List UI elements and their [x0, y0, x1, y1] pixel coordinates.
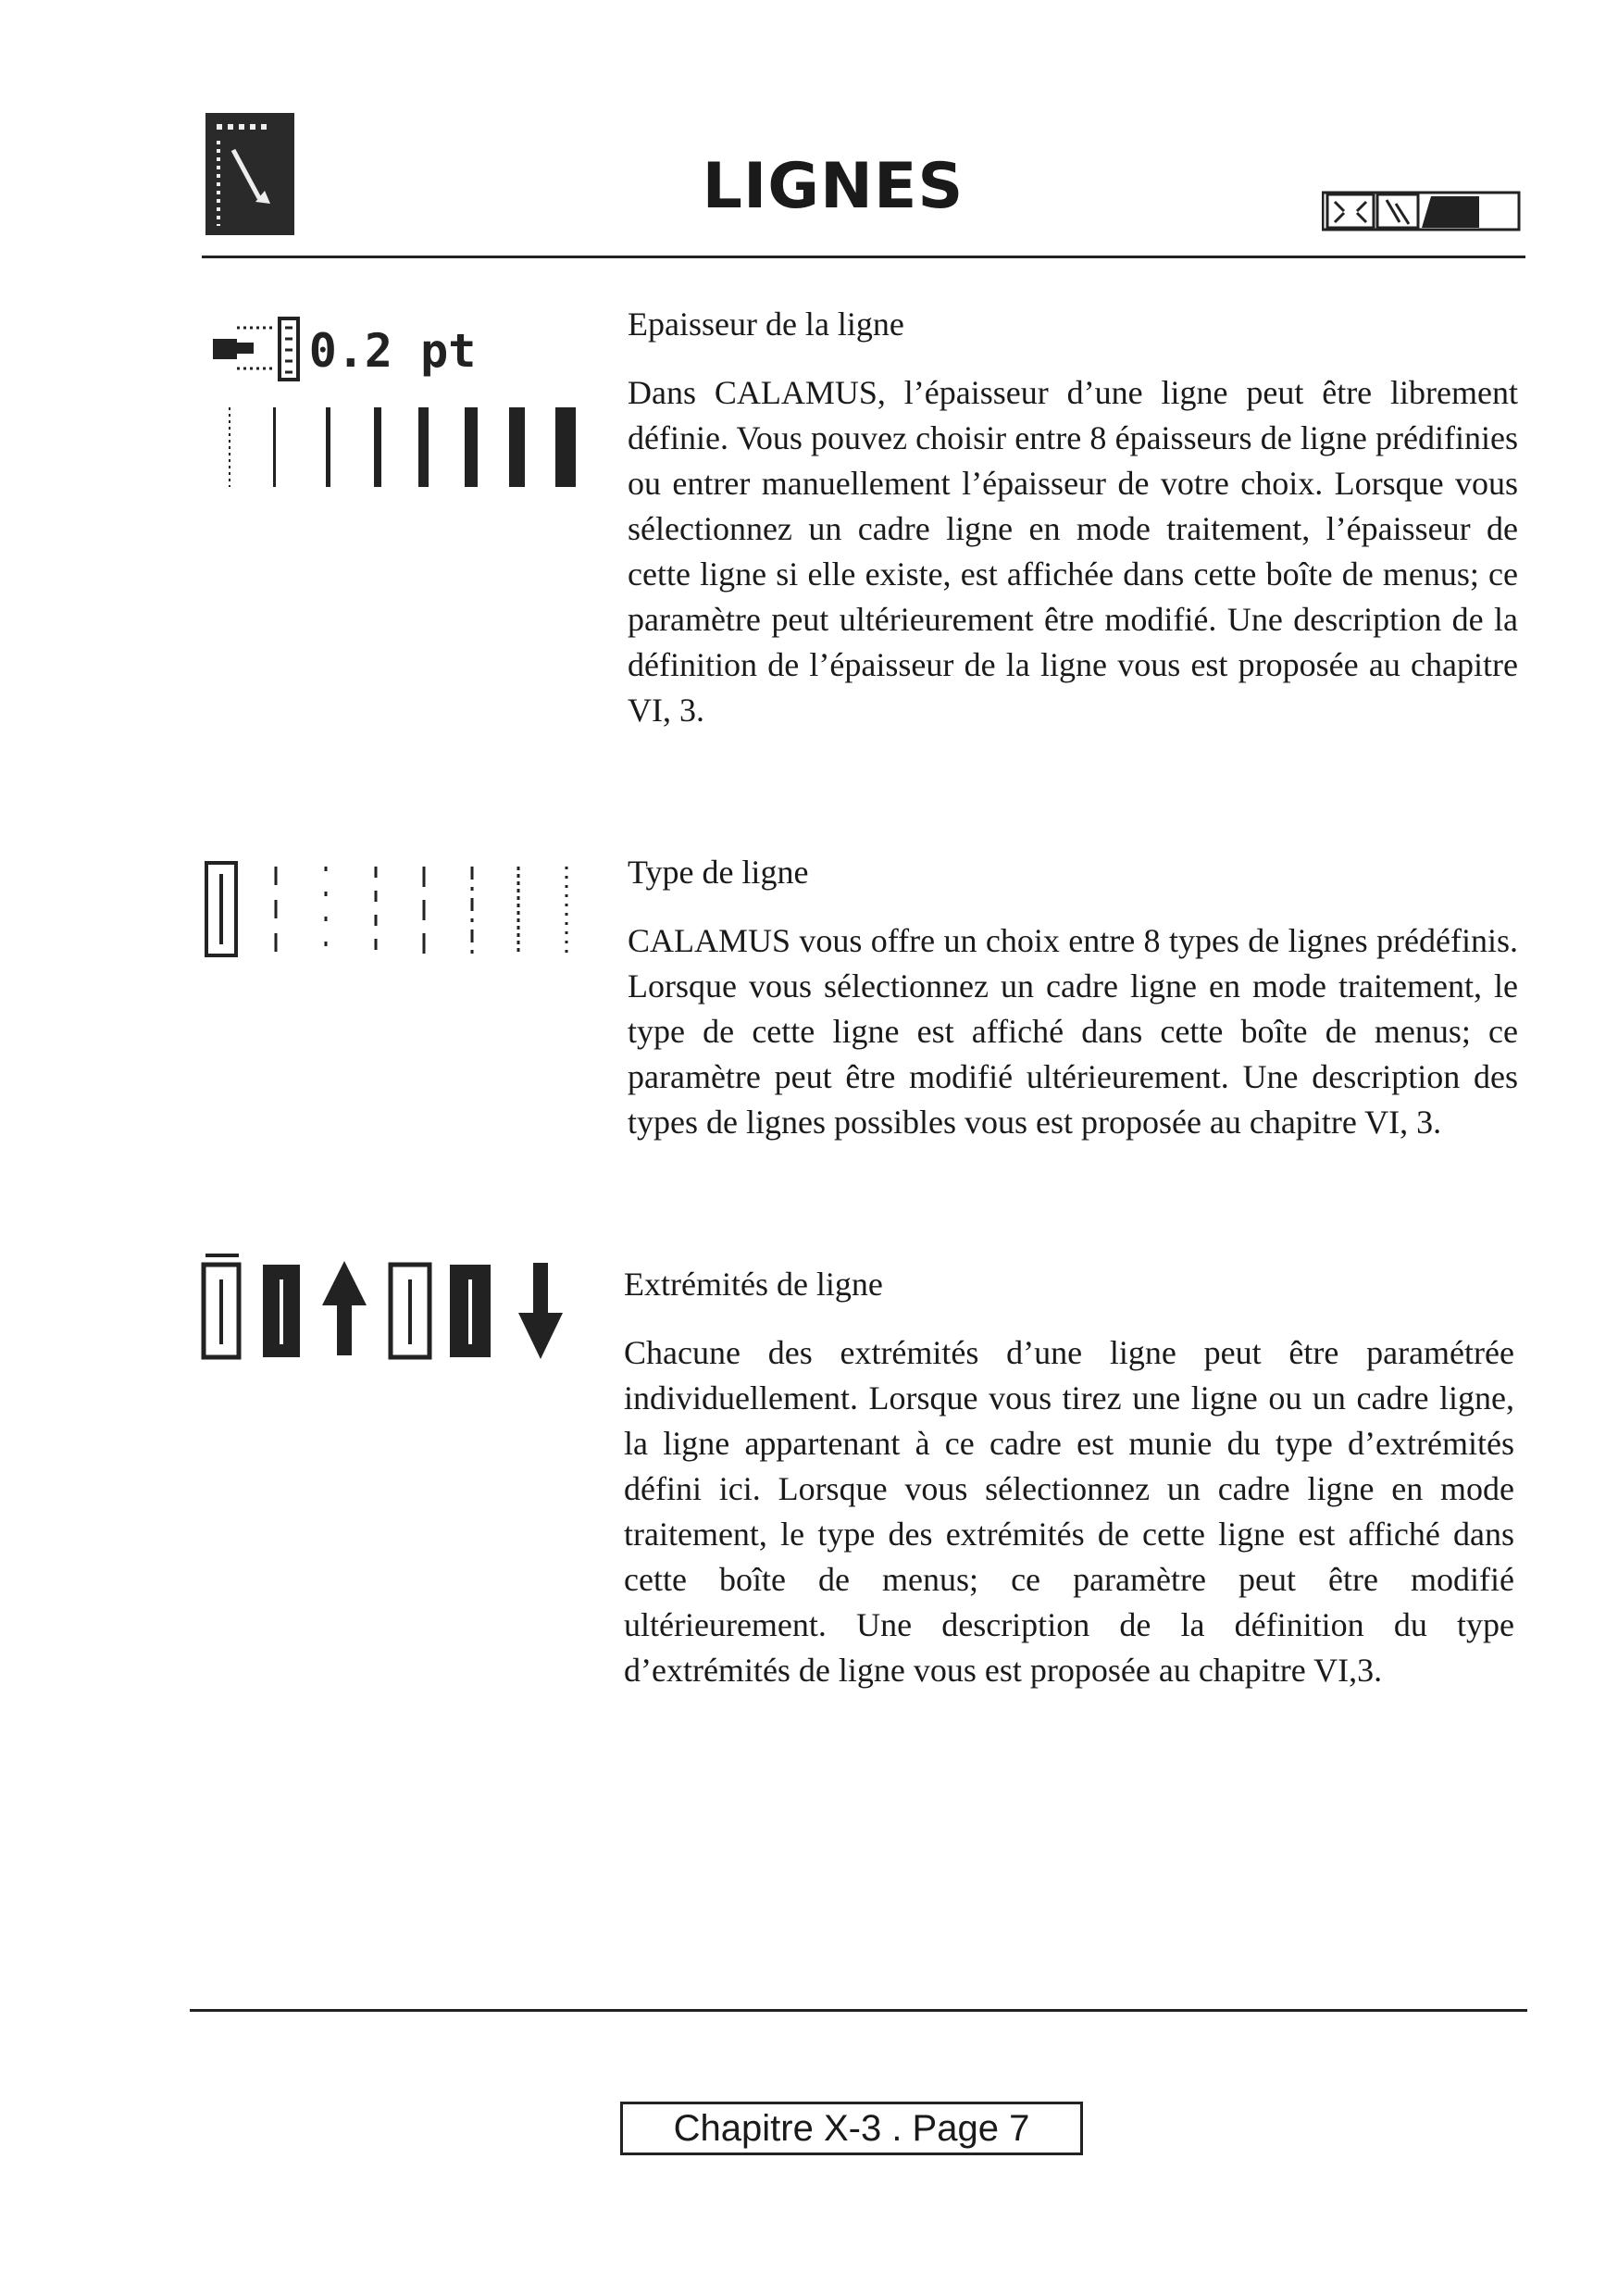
- line-thickness-icon: [213, 318, 298, 380]
- header-rule: [202, 256, 1525, 258]
- toolbar-icon-strip: [1322, 187, 1522, 233]
- footer-rule: [190, 2009, 1527, 2012]
- section-heading: Type de ligne: [628, 854, 809, 891]
- endpoint-filled-icon: [450, 1265, 491, 1357]
- line-thickness-widget: [207, 315, 587, 491]
- section-line-endpoints: [624, 1262, 1514, 1693]
- section-line-thickness: [628, 302, 1518, 733]
- endpoint-filled-icon: [263, 1265, 300, 1357]
- section-heading: Extrémités de ligne: [624, 1266, 883, 1303]
- arrow-down-icon: [518, 1263, 563, 1359]
- thickness-value: 0.2 pt: [308, 324, 477, 378]
- pointer-icon: [1377, 194, 1418, 228]
- line-endpoint-widget: [198, 1252, 596, 1363]
- page-title: LIGNES: [702, 150, 965, 223]
- section-body: Chacune des extrémités d’une ligne peut être paramétrée individuellement. Lorsque vous tirez une ligne ou un cadre ligne, la ligne appartenant à ce cadre est munie du type d’extrémités défini ici. Lorsque vous sélectionnez un cadre ligne en mode traitement, le type des extrémités de cette ligne est affiché dans cette boîte de menus; ce paramètre peut être modifié ultérieurement. Une description de la définition du type d’extrémités de ligne vous est proposée au chapitre VI,3.: [624, 1334, 1514, 1689]
- fill-icon: [1422, 196, 1479, 228]
- section-body: CALAMUS vous offre un choix entre 8 types de lignes prédéfinis. Lorsque vous sélectionnez un cadre ligne en mode traitement, le type de cette ligne est affiché dans cette boîte de menus; ce paramètre peut être modifié ultérieurement. Une description des types de lignes possibles vous est proposée au chapitre VI, 3.: [628, 922, 1518, 1141]
- page-number-box: Chapitre X-3 . Page 7: [620, 2102, 1083, 2155]
- endpoint-plain-icon: [391, 1265, 429, 1357]
- section-line-type: [628, 850, 1518, 1145]
- section-body: Dans CALAMUS, l’épaisseur d’une ligne peut être librement définie. Vous pouvez choisir entre 8 épaisseurs de ligne prédifinies ou entrer manuellement l’épaisseur de votre choix. Lorsque vous sélectionnez un cadre ligne en mode traitement, l’épaisseur de cette ligne si elle existe, est affichée dans cette boîte de menus; ce paramètre peut ultérieurement être modifié. Une description de la définition de l’épaisseur de la ligne vous est proposée au chapitre VI, 3.: [628, 374, 1518, 729]
- arrow-up-icon: [322, 1261, 367, 1355]
- line-type-widget: [204, 859, 583, 961]
- line-tool-logo-icon: [205, 113, 294, 235]
- thickness-samples: [230, 407, 576, 487]
- endpoint-plain-icon: [204, 1265, 239, 1357]
- section-heading: Epaisseur de la ligne: [628, 306, 904, 343]
- arrows-icon: [1327, 194, 1374, 228]
